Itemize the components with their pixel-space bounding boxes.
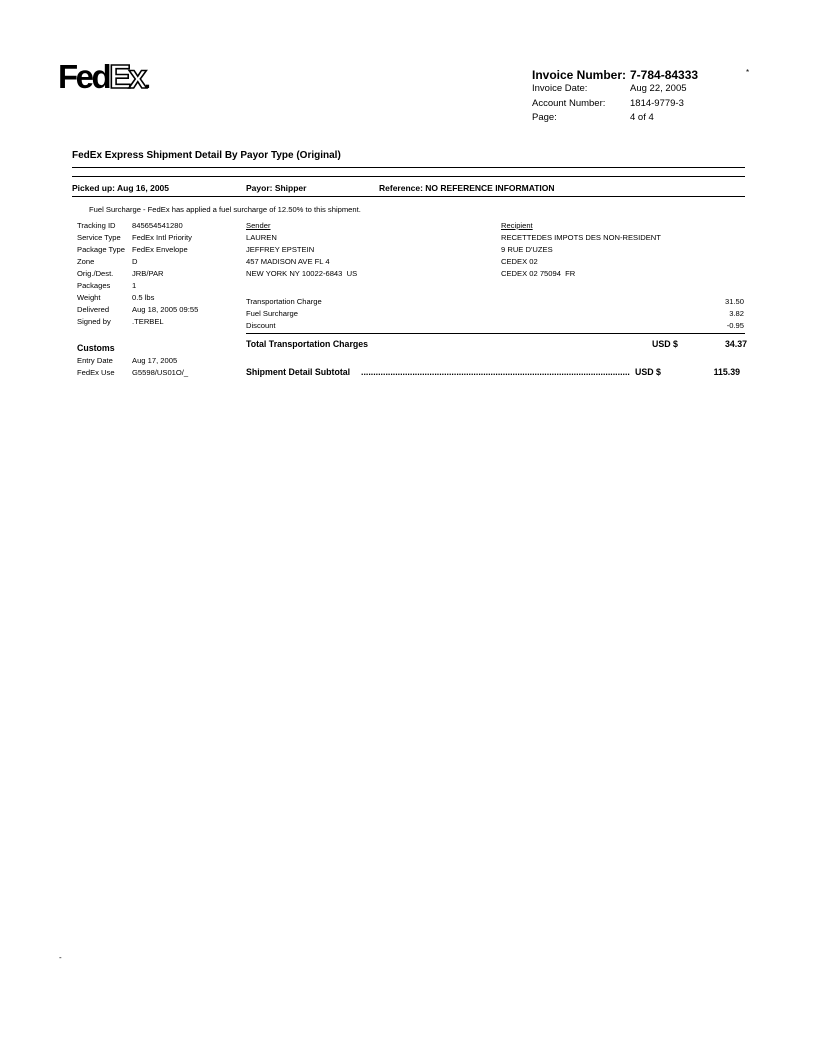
total-amount: 34.37 [724,339,747,349]
invoice-number: 7-784-84333 [630,68,699,82]
charges-divider [246,333,745,334]
detail-label: Service Type [77,233,121,242]
detail-label: Package Type [77,245,125,254]
package-type: FedEx Envelope [132,245,188,254]
subtotal-label: Shipment Detail Subtotal [246,367,351,377]
service-type: FedEx Intl Priority [132,233,192,242]
detail-label: Orig./Dest. [77,269,114,278]
recipient-line: RECETTEDES IMPOTS DES NON-RESIDENT [501,233,661,242]
weight: 0.5 lbs [132,293,155,302]
fuel-surcharge-note: Fuel Surcharge - FedEx has applied a fuel surcharge of 12.50% to this shipment. [89,205,361,214]
zone: D [132,257,138,266]
subtotal-leader-dots: .............................................................................................................. [361,367,630,377]
charge-amount: 31.50 [724,297,744,306]
charge-label: Transportation Charge [246,297,322,306]
sender-heading: Sender [246,221,271,230]
invoice-number-label: Invoice Number: [532,68,627,82]
signed-by: .TERBEL [132,317,164,326]
tracking-id: 845654541280 [132,221,183,230]
page-label: Page: [532,112,557,123]
subtotal-amount: 115.39 [713,367,740,377]
detail-label: Weight [77,293,101,302]
fedex-use: G5598/US01O/_ [132,368,189,377]
picked-up-date: Picked up: Aug 16, 2005 [72,183,169,193]
divider [72,176,745,177]
payor: Payor: Shipper [246,183,307,193]
subtotal-currency: USD $ [635,367,661,377]
recipient-line: 9 RUE D'UZES [501,245,553,254]
sender-line: JEFFREY EPSTEIN [246,245,315,254]
customs-heading: Customs [77,343,115,353]
section-title: FedEx Express Shipment Detail By Payor Type (Original) [72,150,341,161]
invoice-date-label: Invoice Date: [532,83,588,94]
customs-label: FedEx Use [77,368,115,377]
detail-label: Zone [77,257,95,266]
detail-label: Tracking ID [77,221,116,230]
account-number: 1814-9779-3 [630,98,684,109]
customs-label: Entry Date [77,356,113,365]
divider [72,196,745,197]
detail-label: Delivered [77,305,110,314]
entry-date: Aug 17, 2005 [132,356,178,365]
corner-mark: * [746,68,750,77]
charge-amount: 3.82 [729,309,744,318]
sender-line: LAUREN [246,233,277,242]
recipient-line: CEDEX 02 [501,257,538,266]
sender-line: NEW YORK NY 10022-6843 US [246,269,358,278]
orig-dest: JRB/PAR [132,269,164,278]
charge-label: Discount [246,321,276,330]
delivered: Aug 18, 2005 09:55 [132,305,199,314]
recipient-line: CEDEX 02 75094 FR [501,269,576,278]
page-number: 4 of 4 [630,112,654,123]
total-label: Total Transportation Charges [246,339,369,349]
page-mark: - [59,953,62,962]
sender-line: 457 MADISON AVE FL 4 [246,257,330,266]
fedex-logo: FedEx. [58,58,149,95]
charge-amount: -0.95 [726,321,744,330]
account-number-label: Account Number: [532,98,606,109]
invoice-date: Aug 22, 2005 [630,83,687,94]
detail-label: Packages [77,281,111,290]
recipient-heading: Recipient [501,221,533,230]
detail-label: Signed by [77,317,111,326]
charge-label: Fuel Surcharge [246,309,298,318]
total-currency: USD $ [652,339,678,349]
reference: Reference: NO REFERENCE INFORMATION [379,183,555,193]
packages: 1 [132,281,137,290]
divider [72,167,745,168]
